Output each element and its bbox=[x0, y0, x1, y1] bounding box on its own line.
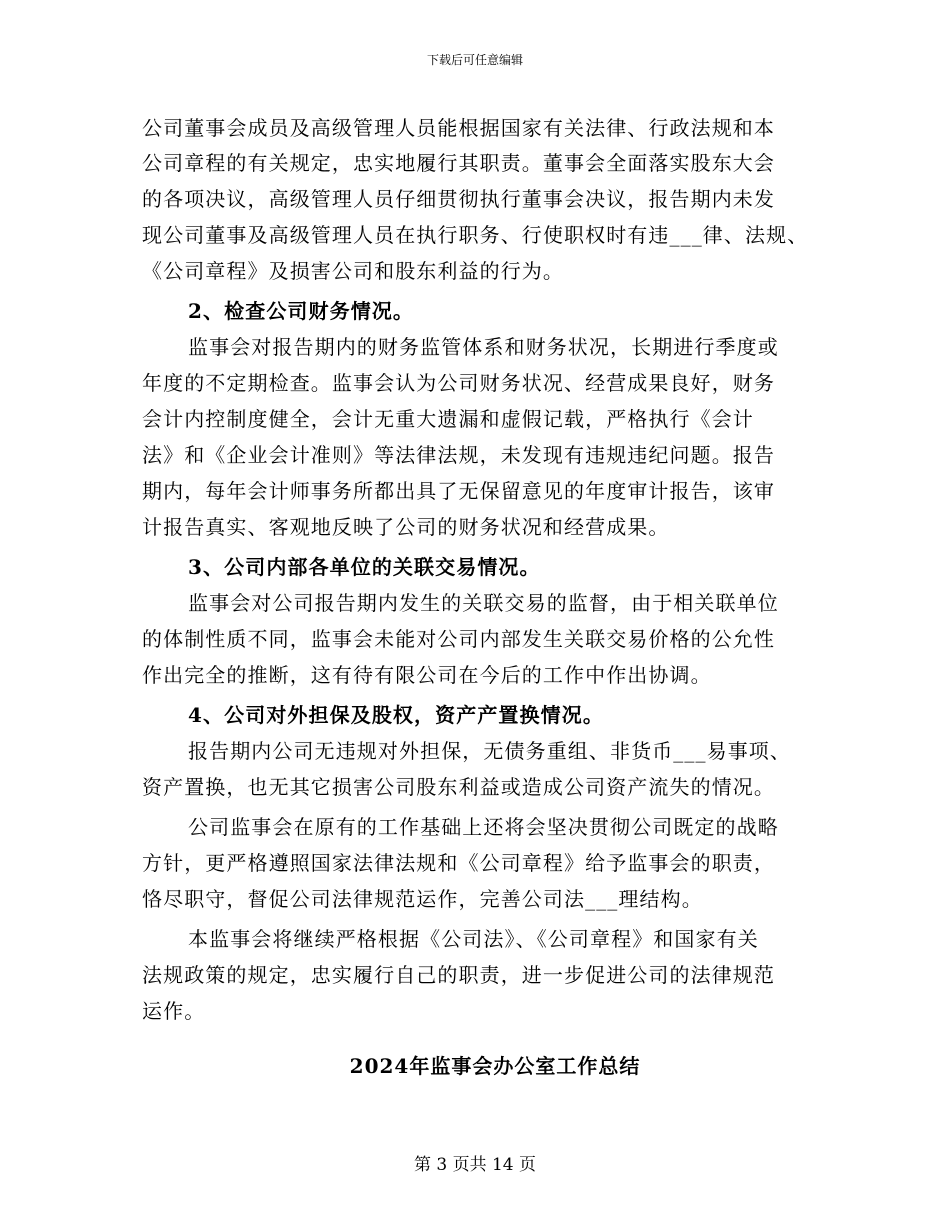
body-line: 监事会对公司报告期内发生的关联交易的监督，由于相关联单位 bbox=[188, 591, 779, 615]
page-footer: 第 3 页共 14 页 bbox=[413, 1155, 537, 1175]
body-line: 公司监事会在原有的工作基础上还将会坚决贯彻公司既定的战略 bbox=[188, 815, 779, 839]
body-line: 恪尽职守，督促公司法律规范运作，完善公司法___理结构。 bbox=[142, 887, 703, 911]
body-line: 作出完全的推断，这有待有限公司在今后的工作中作出协调。 bbox=[142, 663, 712, 687]
body-line: 本监事会将继续严格根据《公司法》、《公司章程》和国家有关 bbox=[188, 927, 759, 951]
body-line: 的各项决议，高级管理人员仔细贯彻执行董事会决议，报告期内未发 bbox=[142, 187, 775, 211]
body-line: 计报告真实、客观地反映了公司的财务状况和经营成果。 bbox=[142, 515, 670, 539]
body-line: 方针，更严格遵照国家法律法规和《公司章程》给予监事会的职责， bbox=[142, 851, 775, 875]
body-line: 资产置换，也无其它损害公司股东利益或造成公司资产流失的情况。 bbox=[142, 775, 775, 799]
body-line: 公司章程的有关规定，忠实地履行其职责。董事会全面落实股东大会 bbox=[142, 151, 775, 175]
section-heading: 2、检查公司财务情况。 bbox=[188, 299, 415, 323]
section-heading: 3、公司内部各单位的关联交易情况。 bbox=[188, 555, 541, 579]
body-line: 的体制性质不同，监事会未能对公司内部发生关联交易价格的公允性 bbox=[142, 627, 775, 651]
page-header: 下载后可任意编辑 bbox=[426, 53, 523, 67]
section-heading: 4、公司对外担保及股权，资产产置换情况。 bbox=[188, 703, 604, 727]
body-line: 公司董事会成员及高级管理人员能根据国家有关法律、行政法规和本 bbox=[142, 116, 775, 140]
body-line: 法》和《企业会计准则》等法律法规，未发现有违规违纪问题。报告 bbox=[142, 443, 775, 467]
body-line: 运作。 bbox=[142, 999, 206, 1023]
body-line: 报告期内公司无违规对外担保，无债务重组、非货币___易事项、 bbox=[188, 739, 791, 763]
body-line: 期内，每年会计师事务所都出具了无保留意见的年度审计报告，该审 bbox=[142, 479, 775, 503]
body-line: 会计内控制度健全，会计无重大遗漏和虚假记载，严格执行《会计 bbox=[142, 407, 754, 431]
body-line: 监事会对报告期内的财务监管体系和财务状况，长期进行季度或 bbox=[188, 335, 779, 359]
body-line: 年度的不定期检查。监事会认为公司财务状况、经营成果良好，财务 bbox=[142, 371, 775, 395]
body-line: 《公司章程》及损害公司和股东利益的行为。 bbox=[142, 259, 564, 283]
body-line: 法规政策的规定，忠实履行自己的职责，进一步促进公司的法律规范 bbox=[142, 963, 775, 987]
section-title: 2024年监事会办公室工作总结 bbox=[349, 1054, 641, 1078]
body-line: 现公司董事及高级管理人员在执行职务、行使职权时有违___律、法规、 bbox=[142, 223, 809, 247]
